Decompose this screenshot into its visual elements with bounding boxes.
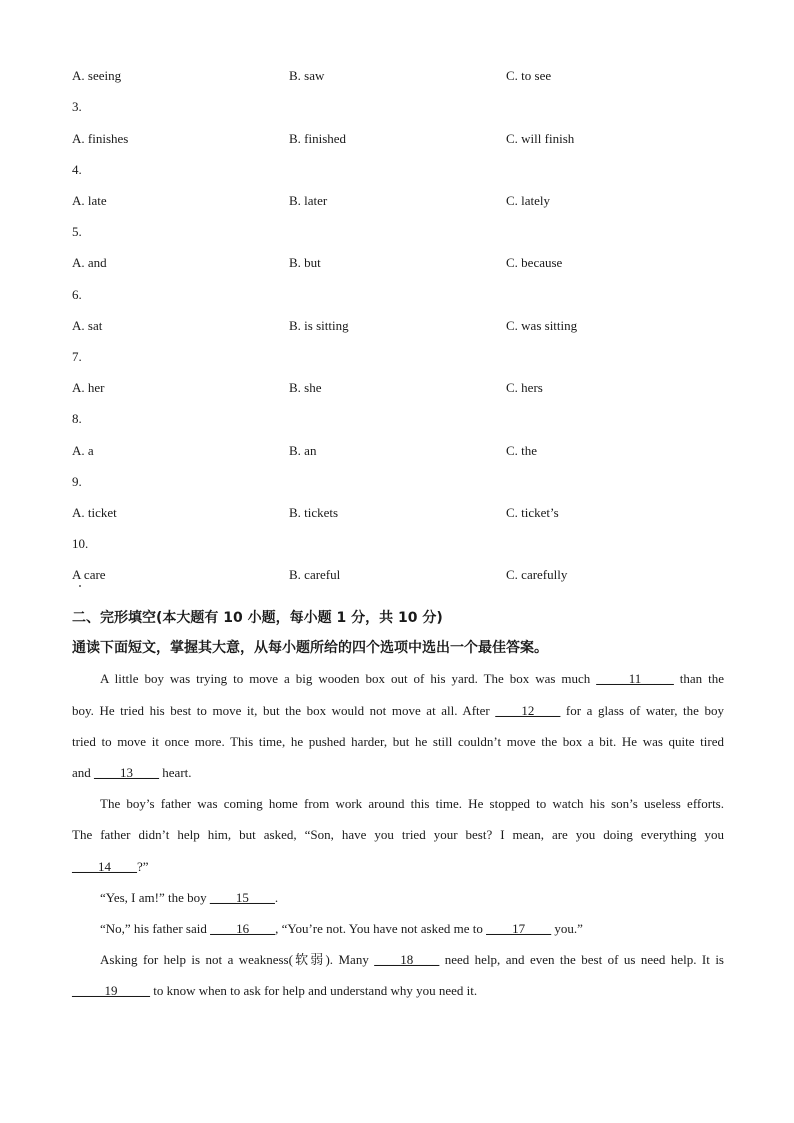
option-b: B. she [289, 380, 322, 395]
passage-line [100, 950, 724, 970]
question-number: 8. [72, 411, 82, 426]
option-b: B. finished [289, 131, 347, 146]
option-b: B. tickets [289, 505, 339, 520]
blank-12[interactable]: ____12____ [495, 703, 561, 718]
question-number: 4. [72, 162, 82, 177]
section-instruction: 通读下面短文，掌握其大意，从每小题所给的四个选项中选出一个最佳答案。 [72, 640, 548, 656]
blank-13[interactable]: ____13____ [94, 765, 160, 780]
option-a: A. and [72, 255, 107, 270]
option-c: C. was sitting [506, 318, 578, 333]
blank-17[interactable]: ____17____ [486, 921, 552, 936]
passage-text: heart. [159, 765, 192, 780]
passage-text: Asking for help is not a weakness(软弱). Many [100, 952, 375, 967]
option-a: A. finishes [72, 131, 129, 146]
blank-14[interactable]: ____14____ [72, 859, 137, 874]
question-number: 6. [72, 287, 82, 302]
passage-line: The boy’s father was coming home from work around this time. He stopped to watch his son’s useless efforts. [100, 796, 724, 811]
blank-15[interactable]: ____15____ [209, 890, 275, 905]
question-number: 7. [72, 349, 82, 364]
option-a: A. a [72, 443, 94, 458]
option-a: A. seeing [72, 68, 122, 83]
passage-text: . [274, 890, 279, 905]
option-a: A. late [72, 193, 107, 208]
options-row-5 [72, 253, 732, 273]
options-row-2 [72, 66, 732, 86]
passage-text: A little boy was trying to move a big wooden box out of his yard. The box was much [100, 671, 597, 686]
passage-text: than the [673, 671, 724, 686]
option-a: A. sat [72, 318, 103, 333]
question-number: 10. [72, 536, 89, 551]
blank-18[interactable]: ____18____ [374, 952, 440, 967]
passage-line [72, 981, 724, 1001]
option-c: C. ticket’s [506, 505, 559, 520]
option-b: B. careful [289, 567, 341, 582]
passage-line: The father didn’t help him, but asked, “Son, have you tried your best? I mean, are you doing everything you [72, 827, 724, 842]
passage-line [72, 763, 724, 783]
option-c: C. the [506, 443, 538, 458]
blank-11[interactable]: _____11_____ [596, 671, 674, 686]
option-c: C. to see [506, 68, 552, 83]
passage-text: you.” [551, 921, 583, 936]
passage-text: ?” [137, 859, 149, 874]
passage-line [72, 857, 724, 877]
option-c: C. lately [506, 193, 551, 208]
section-title: 二、完形填空(本大题有 10 小题，每小题 1 分，共 10 分) [72, 610, 443, 626]
option-b: B. is sitting [289, 318, 349, 333]
question-number: 3. [72, 99, 82, 114]
option-c: C. because [506, 255, 563, 270]
passage-text: “No,” his father said [100, 921, 211, 936]
option-b: B. saw [289, 68, 325, 83]
blank-16[interactable]: ____16____ [210, 921, 276, 936]
option-a: A. her [72, 380, 105, 395]
option-c: C. carefully [506, 567, 568, 582]
passage-text: boy. He tried his best to move it, but the box would not move at all. After [72, 703, 496, 718]
passage-text: to know when to ask for help and understand why you need it. [150, 983, 478, 998]
option-b: B. but [289, 255, 321, 270]
stray-dot-mark [79, 585, 81, 587]
passage-text: for a glass of water, the boy [560, 703, 724, 718]
option-a: A care [72, 567, 106, 582]
blank-19[interactable]: _____19_____ [72, 983, 150, 998]
option-c: C. will finish [506, 131, 575, 146]
passage-text: and [72, 765, 95, 780]
option-c: C. hers [506, 380, 543, 395]
options-row-8 [72, 441, 732, 461]
question-number: 5. [72, 224, 82, 239]
passage-text: “Yes, I am!” the boy [100, 890, 210, 905]
passage-line [100, 919, 724, 939]
option-a: A. ticket [72, 505, 117, 520]
options-row-9 [72, 503, 732, 523]
options-row-4 [72, 191, 732, 211]
passage-text: need help, and even the best of us need help. It is [439, 952, 724, 967]
options-row-10 [72, 565, 732, 585]
option-b: B. later [289, 193, 328, 208]
option-b: B. an [289, 443, 317, 458]
passage-line [100, 669, 724, 689]
passage-line [100, 888, 724, 908]
options-row-6 [72, 316, 732, 336]
passage-line [72, 701, 724, 721]
passage-line: tried to move it once more. This time, he pushed harder, but he still couldn’t move the box a bit. He was quite tired [72, 734, 724, 749]
options-row-7 [72, 378, 732, 398]
passage-text: , “You’re not. You have not asked me to [275, 921, 487, 936]
question-number: 9. [72, 474, 82, 489]
options-row-3 [72, 129, 732, 149]
